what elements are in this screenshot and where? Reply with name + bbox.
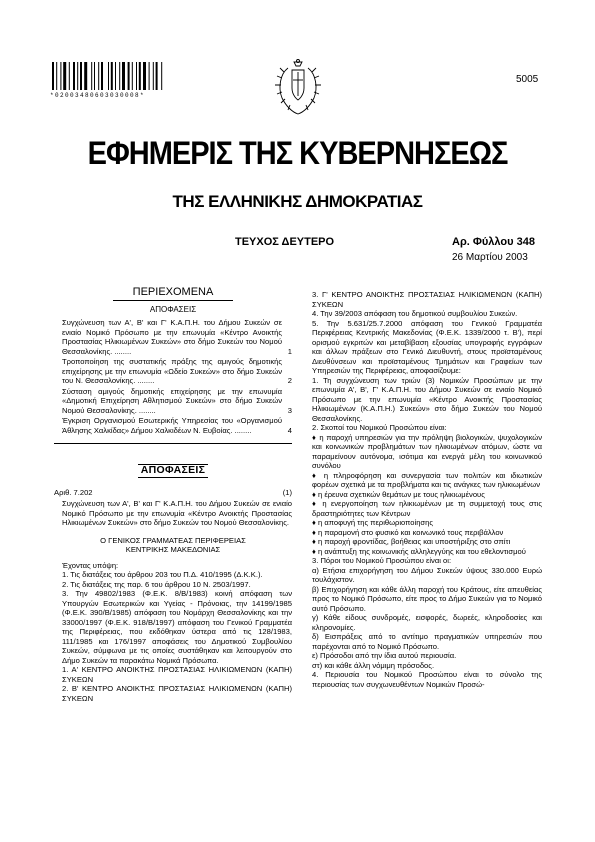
toc-item-text: Σύσταση αμιγούς δημοτικής επιχείρησης με την επωνυμία «Δημοτική Επιχείρηση Αθλητισμού Συκεών» στο δήμο Συκεών Νομού Θεσσαλονίκης. ........	[62, 386, 282, 415]
decision-paragraph: ♦ η ενεργοποίηση των ηλικιωμένων με τη συμμετοχή τους στις δραστηριότητες των Κέντρων	[312, 499, 542, 518]
decision-paragraph: 5. Την 5.631/25.7.2000 απόφαση του Γενικού Γραμματέα Περιφέρειας Κεντρικής Μακεδονίας (Φ.Ε.Κ. 1339/2000 τ. Β'), περί ορισμού εγκριτών και μεταβίβαση εξουσίας υπογραφής εγγράφων και άλλων πράξεων στο Γενικό Διευθυντή, στους προϊσταμένους Διευθύνσεων και προϊσταμένους Τμημάτων και Γραφείων των Υπηρεσιών της Περιφέρειας, αποφασίζουμε:	[312, 318, 542, 375]
barcode-bar	[73, 62, 75, 90]
decision-paragraph: 2. Σκοποί του Νομικού Προσώπου είναι:	[312, 423, 447, 432]
page-number: 5005	[516, 74, 539, 85]
decision-paragraphs	[54, 570, 292, 703]
barcode-bar	[69, 62, 70, 90]
decision-paragraph: ♦ η ανάπτυξη της κοινωνικής αλληλεγγύης και του εθελοντισμού	[312, 546, 526, 556]
toc-item-text: Έγκριση Οργανισμού Εσωτερικής Υπηρεσίας του «Οργανισμού Άθλησης Χαλκίδας» Δήμου Χαλκιδέων Ν. Ευβοίας. ........	[62, 416, 282, 435]
toc-item	[54, 416, 292, 435]
authority-line: Ο ΓΕΝΙΚΟΣ ΓΡΑΜΜΑΤΕΑΣ ΠΕΡΙΦΕΡΕΙΑΣ	[100, 535, 246, 545]
barcode-bar	[52, 62, 54, 90]
decision-paragraph: β) Επιχορήγηση και κάθε άλλη παροχή του Κράτους, είτε απευθείας προς το Νομικό Πρόσωπο, είτε προς το Δήμο Συκεών για το Νομικό αυτό Πρόσωπο.	[312, 584, 542, 613]
barcode-bar	[98, 62, 99, 90]
authority-line: ΚΕΝΤΡΙΚΗΣ ΜΑΚΕΔΟΝΙΑΣ	[125, 545, 221, 554]
decision-paragraph: 2. Τις διατάξεις της παρ. 6 του άρθρου 10 Ν. 2503/1997.	[62, 579, 251, 589]
decision-paragraph: α) Ετήσια επιχορήγηση του Δήμου Συκεών ύψους 330.000 Ευρώ τουλάχιστον.	[312, 565, 542, 584]
decision-paragraph: ♦ η πληροφόρηση και συνεργασία των πολιτών και ιδιωτικών φορέων σχετικά με τα προβλήματα και τις ανάγκες των ηλικιωμένων	[312, 470, 542, 489]
decision-paragraph: γ) Κάθε είδους συνδρομές, εισφορές, δωρεές, κληροδοσίες και κληρονομίες.	[312, 613, 542, 632]
barcode-bar	[156, 62, 158, 90]
barcode-bar	[60, 62, 61, 90]
table-of-contents	[54, 318, 292, 435]
toc-item-page: 4	[287, 425, 292, 435]
decision-paragraph: στ) και κάθε άλλη νόμιμη πρόσοδος.	[312, 660, 435, 670]
barcode-text: *02003480603030008*	[50, 92, 146, 99]
barcode-bar	[63, 62, 66, 90]
barcode-bar	[139, 62, 141, 90]
decision-paragraph: 1. Α' ΚΕΝΤΡΟ ΑΝΟΙΚΤΗΣ ΠΡΟΣΤΑΣΙΑΣ ΗΛΙΚΙΩΜΕΝΩΝ (ΚΑΠΗ) ΣΥΚΕΩΝ	[62, 665, 292, 684]
toc-item	[54, 318, 292, 356]
gazette-subtitle: ΤΗΣ ΕΛΛΗΝΙΚΗΣ ΔΗΜΟΚΡΑΤΙΑΣ	[172, 192, 423, 211]
toc-item	[54, 357, 292, 386]
decision-paragraph: ♦ η παροχή φροντίδας, βοήθειας και υποστήριξης στο σπίτι	[312, 537, 511, 546]
decision-subject: Συγχώνευση των Α', Β' και Γ' Κ.Α.Π.Η. του Δήμου Συκεών σε ενιαίο Νομικό Πρόσωπο με την επωνυμία «Κέντρο Ανοικτής Προστασίας Ηλικιωμένων Συκεών» στο δήμο Συκεών του Νομού Θεσσαλονίκης.	[62, 499, 292, 527]
decision-paragraph: 1. Τη συγχώνευση των τριών (3) Νομικών Προσώπων με την επωνυμία Α', Β', Γ' Κ.Α.Π.Η. του Δήμου Συκεών σε ενιαίο Νομικό Πρόσωπο με την επωνυμία «Κέντρο Ανοικτής Προστασίας Ηλικιωμένων (Κ.Α.Π.Η.) Συκεών» στο δήμο Συκεών του Νομού Θεσσαλονίκης.	[312, 375, 542, 423]
toc-item-page: 2	[287, 376, 292, 385]
barcode-bar	[136, 62, 137, 90]
divider	[138, 477, 208, 478]
barcode-bar	[119, 62, 120, 90]
sheet-number: Αρ. Φύλλου 348	[452, 236, 535, 248]
preamble: Έχοντας υπόψη:	[62, 560, 119, 570]
decision-paragraph: 4. Περιουσία του Νομικού Προσώπου είναι το σύνολο της περιουσίας των συγχωνευθέντων Νομικών Προσώ-	[312, 670, 542, 689]
barcode-bar	[132, 62, 133, 90]
decision-paragraph: ♦ η παραμονή στο φυσικό και κοινωνικό τους περιβάλλον	[312, 527, 504, 537]
left-column	[54, 288, 292, 703]
contents-section: ΑΠΟΦΑΣΕΙΣ	[149, 304, 197, 314]
toc-item	[54, 387, 292, 416]
decision-header	[54, 488, 292, 498]
barcode-bar	[80, 62, 82, 90]
barcode-bar	[115, 62, 116, 90]
decision-paragraph: δ) Εισπράξεις από το αντίτιμο πραγματικών υπηρεσιών που παρέχονται από το Νομικό Πρόσωπο.	[312, 632, 542, 651]
barcode	[52, 62, 178, 96]
divider	[113, 300, 233, 301]
decision-number: Αριθ. 7.202	[54, 487, 93, 497]
decision-paragraph: 3. Πόροι του Νομικού Προσώπου είναι οι:	[312, 556, 452, 565]
barcode-bar	[111, 62, 113, 90]
decision-paragraph: 4. Την 39/2003 απόφαση του δημοτικού συμβουλίου Συκεών.	[312, 309, 518, 318]
decision-paragraph: 3. Γ' ΚΕΝΤΡΟ ΑΝΟΙΚΤΗΣ ΠΡΟΣΤΑΣΙΑΣ ΗΛΙΚΙΩΜΕΝΩΝ (ΚΑΠΗ) ΣΥΚΕΩΝ	[312, 290, 542, 309]
toc-item-text: Τροποποίηση της συστατικής πράξης της αμιγούς δημοτικής επιχείρησης με την επωνυμία «Ωδείο Συκεών» στο δήμο Συκεών του Ν. Θεσσαλονίκης. ........	[62, 357, 282, 385]
right-column	[304, 290, 542, 689]
barcode-bar	[108, 62, 109, 90]
barcode-bar	[149, 62, 150, 90]
toc-item-text: Συγχώνευση των Α', Β' και Γ' Κ.Α.Π.Η. του Δήμου Συκεών σε ενιαίο Νομικό Πρόσωπο με την επωνυμία «Κέντρο Ανοικτής Προστασίας Ηλικιωμένων Συκεών» στο δήμο Συκεών του Νομού Θεσσαλονίκης. ........	[62, 318, 282, 356]
decisions-title: ΑΠΟΦΑΣΕΙΣ	[140, 464, 206, 476]
barcode-bar	[84, 62, 87, 90]
decision-paragraph: ♦ η αποφυγή της περιθωριοποίησης	[312, 518, 434, 527]
barcode-bar	[122, 62, 125, 90]
decision-paragraph: 3. Την 49802/1983 (Φ.Ε.Κ. 8/Β/1983) κοινή απόφαση των Υπουργών Εσωτερικών και Υγείας - Πρόνοιας, την 14199/1985 (Φ.Ε.Κ. 390/Β/1985) απόφαση του Νομάρχη Θεσσαλονίκης και την 33000/1997 (Φ.Ε.Κ. 918/Β/1997) απόφαση του Γενικού Γραμματέα της Περιφέρειας, που εκδόθηκαν ύστερα από τις 128/1983, 111/1985 και 176/1997 αποφάσεις του Δημοτικού Συμβουλίου Συκεών, σύμφωνα με τις οποίες συστάθηκαν και λειτουργούν στο Δήμο Συκεών τα παρακάτω Νομικά Πρόσωπα.	[62, 589, 292, 665]
barcode-bar	[56, 62, 57, 90]
barcode-bar	[91, 62, 92, 90]
contents-title: ΠΕΡΙΕΧΟΜΕΝΑ	[132, 286, 214, 298]
decision-paragraph: ♦ η παροχή υπηρεσιών για την πρόληψη βιολογικών, ψυχολογικών και κοινωνικών προβλημάτων των ηλικιωμένων ατόμων, ώστε να παραμείνουν αυτόνομα, ισότιμα και ενεργά μέλη του κοινωνικού συνόλου	[312, 432, 542, 470]
decision-paragraphs-continued	[304, 290, 542, 689]
gazette-title: ΕΦΗΜΕΡΙΣ ΤΗΣ ΚΥΒΕΡΝΗΣΕΩΣ	[87, 136, 508, 172]
barcode-bar	[128, 62, 130, 90]
barcode-bar	[153, 62, 154, 90]
decision-paragraph: 1. Τις διατάξεις του άρθρου 203 του Π.Δ. 410/1995 (Δ.Κ.Κ.).	[62, 570, 263, 579]
decision-paragraph: 2. Β' ΚΕΝΤΡΟ ΑΝΟΙΚΤΗΣ ΠΡΟΣΤΑΣΙΑΣ ΗΛΙΚΙΩΜΕΝΩΝ (ΚΑΠΗ) ΣΥΚΕΩΝ	[62, 684, 292, 703]
divider	[54, 443, 292, 444]
barcode-bar	[161, 62, 162, 90]
barcode-bar	[77, 62, 78, 90]
decision-ref: (1)	[282, 487, 292, 497]
issue-date: 26 Μαρτίου 2003	[452, 252, 528, 263]
barcode-bar	[94, 62, 95, 90]
issue-type: ΤΕΥΧΟΣ ΔΕΥΤΕΡΟ	[235, 236, 335, 248]
decision-paragraph: ε) Πρόσοδοι από την ίδια αυτού περιουσία.	[312, 651, 457, 660]
barcode-bar	[143, 62, 146, 90]
greek-coat-of-arms-icon	[270, 58, 326, 118]
toc-item-page: 3	[287, 405, 292, 415]
barcode-bar	[101, 62, 103, 90]
toc-item-page: 1	[287, 346, 292, 356]
decision-paragraph: ♦ η έρευνα σχετικών θεμάτων με τους ηλικιωμένους	[312, 489, 485, 499]
